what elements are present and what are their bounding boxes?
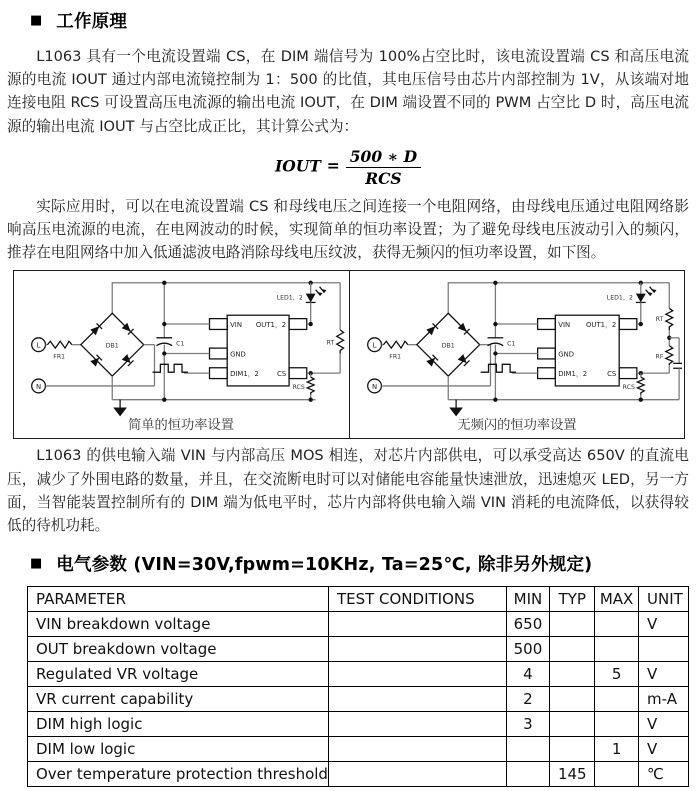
cell-typ: [550, 687, 595, 712]
cell-max: [595, 612, 639, 637]
col-header-parameter: PARAMETER: [28, 587, 329, 612]
pin-gnd-label: GND: [230, 350, 246, 359]
cell-typ: [550, 637, 595, 662]
section-title: 电气参数 (VIN=30V,fpwm=10KHz, Ta=25℃, 除非另外规定): [56, 555, 593, 576]
cell-typ: [550, 612, 595, 637]
schematic-figure: [13, 270, 685, 439]
cell-unit: V: [639, 662, 689, 687]
cell-typ: [550, 712, 595, 737]
cell-min: [506, 762, 550, 787]
terminal-l-label: L: [36, 342, 41, 351]
pin-out-label: OUT1，2: [586, 321, 617, 330]
circuit-diagram-right: [350, 271, 685, 438]
col-header-min: MIN: [506, 587, 550, 612]
pin-dim-label: DIM1，2: [230, 370, 259, 379]
schematic-flicker-free-constant-power: [349, 271, 684, 438]
col-header-unit: UNIT: [639, 587, 689, 612]
col-header-max: MAX: [595, 587, 639, 612]
led-label: LED1，2: [606, 294, 633, 302]
cell-max: [595, 687, 639, 712]
cell-test-conditions: [328, 612, 506, 637]
table-row: [28, 612, 689, 637]
circuit-diagram-left: [14, 271, 349, 438]
cell-min: 4: [506, 662, 550, 687]
cell-test-conditions: [328, 762, 506, 787]
col-header-typ: TYP: [550, 587, 595, 612]
formula-equals: =: [326, 156, 340, 176]
formula-numerator: 500 ∗ D: [346, 147, 421, 168]
section-title: 工作原理: [56, 12, 128, 32]
col-header-test-conditions: TEST CONDITIONS: [328, 587, 506, 612]
cell-test-conditions: [328, 637, 506, 662]
table-row: [28, 737, 689, 762]
table-row: [28, 687, 689, 712]
cell-unit: V: [639, 712, 689, 737]
table-row: [28, 662, 689, 687]
cell-test-conditions: [328, 687, 506, 712]
cell-typ: 145: [550, 762, 595, 787]
cell-min: [506, 737, 550, 762]
pin-gnd-label: GND: [558, 350, 575, 359]
cell-test-conditions: [328, 712, 506, 737]
cell-max: 5: [595, 662, 639, 687]
table-header-row: [28, 587, 689, 612]
resistor-fr1-label: FR1: [53, 353, 66, 361]
paragraph-constant-power: 实际应用时，可以在电流设置端 CS 和母线电压之间连接一个电阻网络，由母线电压通过电阻网络影响高压电流源的电流，在电网波动的时候，实现简单的恒功率设置；为了避免母线电压波动引入的频闪，推荐在电阻网络中加入低通滤波电路消除母线电压纹波，获得无频闪的恒功率设置，如下图。: [7, 197, 689, 262]
pin-vin-label: VIN: [230, 321, 242, 330]
resistor-rt-label: RT: [655, 316, 664, 324]
table-row: [28, 637, 689, 662]
pin-dim-label: DIM1，2: [558, 370, 588, 379]
cell-max: [595, 762, 639, 787]
cell-typ: [550, 737, 595, 762]
cell-unit: m-A: [639, 687, 689, 712]
table-row: [28, 712, 689, 737]
cell-typ: [550, 662, 595, 687]
terminal-l-label: L: [372, 342, 377, 351]
formula-lhs: IOUT: [274, 156, 321, 176]
figure-caption-left: 简单的恒功率设置: [128, 418, 235, 434]
pwm-waveform-icon: [481, 365, 516, 373]
pin-cs-label: CS: [607, 370, 617, 379]
pwm-waveform-icon: [153, 365, 188, 373]
square-bullet-icon: ■: [30, 13, 43, 28]
cell-test-conditions: [328, 737, 506, 762]
resistor-rcs-label: RCS: [292, 384, 305, 392]
cell-parameter: Regulated VR voltage: [28, 662, 329, 687]
cell-test-conditions: [328, 662, 506, 687]
pin-cs-label: CS: [276, 370, 287, 379]
cell-min: 500: [506, 637, 550, 662]
paragraph-cs-setting: L1063 具有一个电流设置端 CS，在 DIM 端信号为 100%占空比时，该电流设置端 CS 和高压电流源的电流 IOUT 通过内部电流镜控制为 1：500 的比值，其电压信号由芯片内部控制为 1V，从该端对地连接电阻 RCS 可设置高压电流源的输出电流 IOUT，在 DIM 端设置不同的 PWM 占空比 D 时，高压电流源的输出电流 IOUT 与占空比成正比，其计算公式为：: [7, 48, 689, 135]
cell-min: 650: [506, 612, 550, 637]
cell-unit: [639, 637, 689, 662]
led-icon: [636, 294, 646, 303]
cell-unit: V: [639, 737, 689, 762]
resistor-rcs-label: RCS: [622, 384, 635, 392]
pin-vin-label: VIN: [558, 321, 571, 330]
cell-parameter: Over temperature protection threshold: [28, 762, 329, 787]
led-label: LED1，2: [276, 294, 303, 302]
cell-parameter: DIM low logic: [28, 737, 329, 762]
formula-denominator: RCS: [365, 168, 402, 188]
section-heading-electrical-parameters: [7, 551, 689, 576]
terminal-n-label: N: [371, 383, 378, 392]
schematic-simple-constant-power: [14, 271, 349, 438]
cell-unit: V: [639, 612, 689, 637]
cell-parameter: VR current capability: [28, 687, 329, 712]
pin-out-label: OUT1，2: [255, 321, 287, 330]
resistor-rf-label: RF: [655, 353, 664, 361]
cell-max: [595, 637, 639, 662]
capacitor-c1-label: C1: [176, 341, 185, 349]
cell-parameter: OUT breakdown voltage: [28, 637, 329, 662]
terminal-n-label: N: [35, 383, 42, 392]
square-bullet-icon: ■: [30, 556, 43, 572]
cell-min: 3: [506, 712, 550, 737]
resistor-rt-label: RT: [326, 340, 335, 348]
formula-iout: [7, 147, 689, 188]
bridge-db1-label: DB1: [441, 343, 455, 351]
cell-max: [595, 712, 639, 737]
section-heading-working-principle: [7, 8, 689, 33]
figure-caption-right: 无频闪的恒功率设置: [457, 418, 577, 434]
resistor-fr1-label: FR1: [389, 353, 402, 361]
cell-parameter: VIN breakdown voltage: [28, 612, 329, 637]
electrical-parameters-table: [27, 586, 689, 787]
cell-max: 1: [595, 737, 639, 762]
bridge-db1-label: DB1: [105, 343, 119, 351]
table-row: [28, 762, 689, 787]
ground-icon: [449, 408, 463, 417]
cell-unit: ℃: [639, 762, 689, 787]
ground-icon: [113, 408, 127, 417]
cell-parameter: DIM high logic: [28, 712, 329, 737]
paragraph-vin-mos: L1063 的供电输入端 VIN 与内部高压 MOS 相连，对芯片内部供电，可以承受高达 650V 的直流电压，减少了外围电路的数量，并且，在交流断电时可以对储能电容能量快速泄放，迅速熄灭 LED，另一方面，当智能装置控制所有的 DIM 端为低电平时，芯片内部将供电输入端 VIN 消耗的电流降低，以获得较低的待机功耗。: [7, 447, 689, 535]
cell-min: 2: [506, 687, 550, 712]
led-icon: [306, 294, 316, 303]
capacitor-c1-label: C1: [507, 341, 516, 349]
